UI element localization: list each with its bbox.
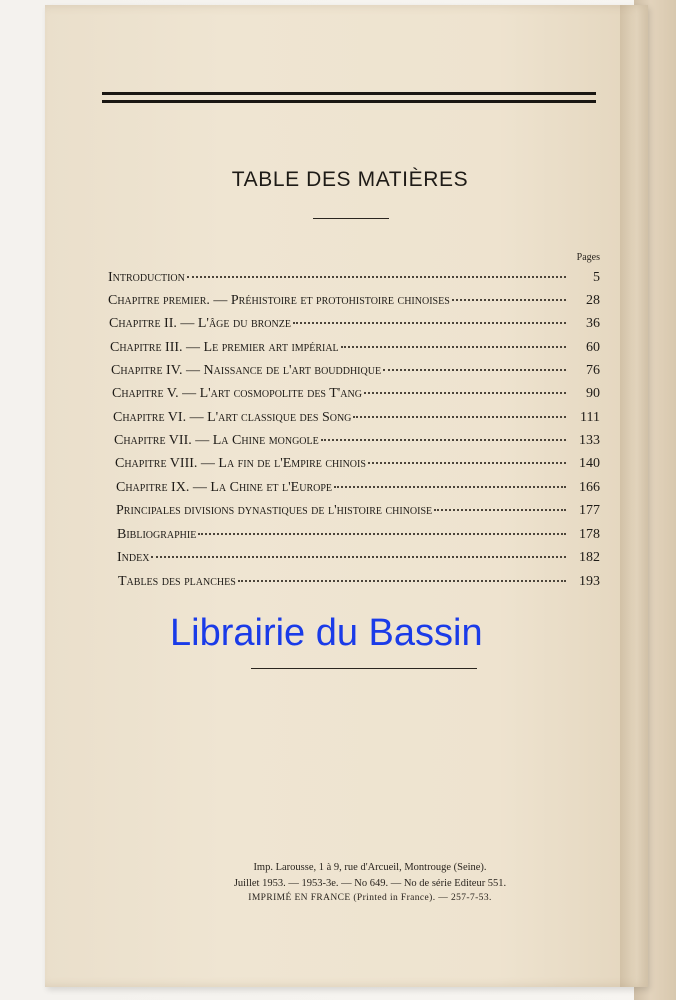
toc-entry — [111, 363, 600, 383]
toc-entry-label: Chapitre IV. — Naissance de l'art bouddhique — [111, 363, 382, 378]
leader-dots — [238, 579, 566, 582]
toc-entry-label: Principales divisions dynastiques de l'histoire chinoise — [116, 503, 433, 518]
page-title: TABLE DES MATIÈRES — [231, 168, 469, 191]
toc-entry-page: 76 — [586, 363, 600, 378]
toc-entry — [108, 270, 600, 290]
toc-entry — [117, 527, 600, 547]
leader-dots — [341, 345, 566, 348]
toc-entry-label: Chapitre VII. — La Chine mongole — [114, 433, 319, 448]
toc-entry — [116, 480, 600, 500]
toc-entry — [113, 410, 600, 430]
toc-entry-page: 166 — [579, 480, 600, 495]
top-rule — [102, 100, 596, 103]
toc-entry — [110, 340, 600, 360]
pages-column-header: Pages — [576, 252, 600, 263]
leader-dots — [368, 461, 566, 464]
toc-entry — [115, 456, 600, 476]
toc-entry-page: 28 — [586, 293, 600, 308]
toc-entry-page: 60 — [586, 340, 600, 355]
toc-entry-page: 178 — [579, 527, 600, 542]
imprint-line: Imp. Larousse, 1 à 9, rue d'Arcueil, Montrouge (Seine). — [253, 862, 487, 873]
leader-dots — [187, 275, 566, 278]
leader-dots — [434, 508, 566, 511]
leader-dots — [198, 532, 566, 535]
toc-entry — [116, 503, 600, 523]
toc-entry — [117, 550, 600, 570]
leader-dots — [334, 485, 566, 488]
toc-entry-page: 140 — [579, 456, 600, 471]
leader-dots — [353, 415, 566, 418]
leader-dots — [321, 438, 566, 441]
toc-entry-label: Chapitre V. — L'art cosmopolite des T'ang — [112, 386, 362, 401]
toc-entry-page: 5 — [593, 270, 600, 285]
toc-entry-label: Chapitre VI. — L'art classique des Song — [113, 410, 352, 425]
toc-entry-page: 177 — [579, 503, 600, 518]
toc-entry-label: Chapitre II. — L'âge du bronze — [109, 316, 291, 331]
leader-dots — [151, 555, 566, 558]
top-rule — [102, 92, 596, 95]
bookseller-watermark: Librairie du Bassin — [170, 612, 483, 654]
toc-entry-label: Bibliographie — [117, 527, 197, 542]
toc-entry — [109, 316, 600, 336]
imprint-line: Juillet 1953. — 1953-3e. — No 649. — No de série Editeur 551. — [233, 878, 507, 889]
toc-entry-page: 193 — [579, 574, 600, 589]
leader-dots — [364, 391, 566, 394]
toc-entry-label: Chapitre premier. — Préhistoire et protohistoire chinoises — [108, 293, 450, 308]
toc-entry-label: Introduction — [108, 270, 185, 285]
toc-entry-page: 133 — [579, 433, 600, 448]
toc-entry-label: Chapitre III. — Le premier art impérial — [110, 340, 339, 355]
leader-dots — [452, 298, 566, 301]
toc-entry-label: Tables des planches — [118, 574, 236, 589]
toc-entry-page: 90 — [586, 386, 600, 401]
title-underline — [313, 218, 389, 219]
toc-entry — [112, 386, 600, 406]
toc-entry — [114, 433, 600, 453]
bottom-rule — [251, 668, 477, 669]
toc-entry-page: 111 — [580, 410, 600, 425]
toc-entry — [118, 574, 600, 594]
toc-entry — [108, 293, 600, 313]
leader-dots — [293, 321, 566, 324]
page-fold-shadow — [620, 5, 636, 987]
toc-entry-page: 36 — [586, 316, 600, 331]
toc-entry-page: 182 — [579, 550, 600, 565]
imprint-line: IMPRIMÉ EN FRANCE (Printed in France). — 257-7-53. — [248, 893, 492, 903]
leader-dots — [383, 368, 566, 371]
toc-entry-label: Chapitre VIII. — La fin de l'Empire chinois — [115, 456, 366, 471]
toc-entry-label: Chapitre IX. — La Chine et l'Europe — [116, 480, 333, 495]
toc-entry-label: Index — [117, 550, 150, 565]
